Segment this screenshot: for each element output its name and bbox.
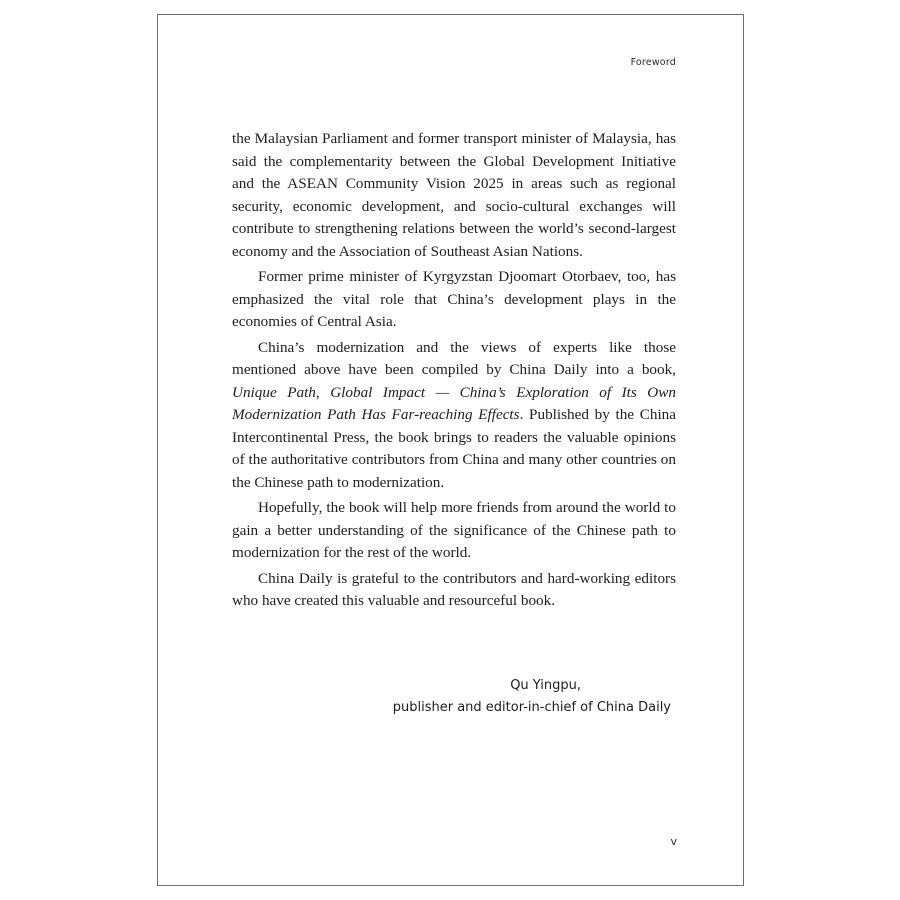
paragraph-5: China Daily is grateful to the contributors and hard-working editors who have created this valuable and resourceful book. — [232, 569, 676, 609]
foreword-body — [232, 128, 676, 616]
signature-block — [251, 675, 671, 719]
signature-title: publisher and editor-in-chief of China Daily — [392, 700, 671, 715]
running-head: Foreword — [630, 57, 676, 68]
page-number: v — [670, 835, 677, 848]
book-page — [157, 14, 744, 886]
paragraph-3 — [232, 337, 676, 495]
paragraph-3-lead: China’s modernization and the views of experts like those mentioned above have been compiled by China Daily into a book, — [232, 338, 676, 378]
paragraph-2: Former prime minister of Kyrgyzstan Djoomart Otorbaev, too, has emphasized the vital role that China’s development plays in the economies of Central Asia. — [232, 268, 676, 330]
paragraph-3-rest: . Published by the China Intercontinental Press, the book brings to readers the valuable opinions of the authoritative contributors from China and many other countries on the Chinese path to modernization. — [232, 406, 676, 491]
paragraph-1: the Malaysian Parliament and former transport minister of Malaysia, has said the complementarity between the Global Development Initiative and the ASEAN Community Vision 2025 in areas such as regional security, economic development, and socio-cultural exchanges will contribute to strengthening relations between the world’s second-largest economy and the Association of Southeast Asian Nations. — [232, 130, 676, 260]
book-title: Unique Path, Global Impact — China’s Exploration of Its Own Modernization Path Has Far-reaching Effects — [232, 383, 676, 423]
paragraph-4: Hopefully, the book will help more friends from around the world to gain a better understanding of the significance of the Chinese path to modernization for the rest of the world. — [232, 499, 676, 561]
signature-name: Qu Yingpu, — [510, 678, 581, 693]
